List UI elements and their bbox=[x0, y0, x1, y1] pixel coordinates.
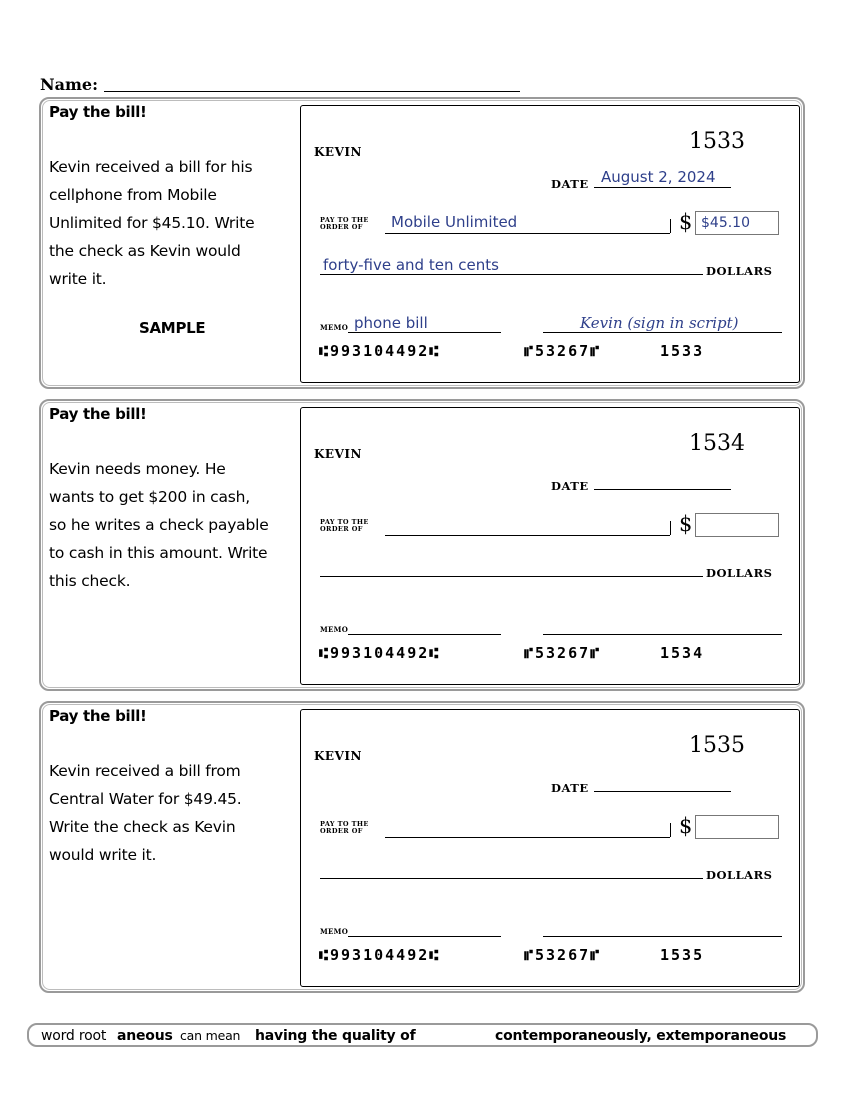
micr-account: ⑈53267⑈ bbox=[524, 644, 602, 662]
memo-field[interactable] bbox=[348, 332, 501, 333]
check bbox=[300, 105, 800, 383]
micr-routing: ⑆993104492⑆ bbox=[319, 946, 441, 964]
payto-label-line1: PAY TO THE bbox=[320, 518, 369, 526]
amount-value: $45.10 bbox=[701, 215, 750, 231]
date-field[interactable] bbox=[594, 791, 731, 792]
amount-words-field[interactable] bbox=[320, 576, 703, 577]
payto-label bbox=[320, 519, 369, 533]
task-text: Kevin needs money. He wants to get $200 in cash, so he writes a check payable to cash in this amount. Write this check. bbox=[49, 460, 269, 590]
task-title: Pay the bill! bbox=[49, 405, 147, 423]
dollars-label: DOLLARS bbox=[706, 264, 773, 278]
word-root-footer bbox=[27, 1023, 818, 1047]
signature-field[interactable] bbox=[543, 332, 782, 333]
dollar-sign: $ bbox=[679, 512, 693, 536]
dollars-label: DOLLARS bbox=[706, 868, 773, 882]
memo-field[interactable] bbox=[348, 936, 501, 937]
payee-field[interactable] bbox=[385, 233, 670, 234]
check-number: 1534 bbox=[689, 431, 745, 456]
task-text: Kevin received a bill from Central Water for $49.45. Write the check as Kevin would write it. bbox=[49, 762, 242, 864]
micr-check-number: 1533 bbox=[660, 342, 705, 360]
payee-field[interactable] bbox=[385, 535, 670, 536]
memo-label: MEMO bbox=[320, 323, 349, 332]
footer-meaning: having the quality of bbox=[255, 1028, 416, 1044]
micr-account: ⑈53267⑈ bbox=[524, 946, 602, 964]
amount-field[interactable] bbox=[695, 513, 779, 537]
check bbox=[300, 407, 800, 685]
task-panel-1 bbox=[39, 97, 805, 389]
check-number: 1533 bbox=[689, 129, 745, 154]
date-label: DATE bbox=[551, 479, 589, 493]
memo-label: MEMO bbox=[320, 625, 349, 634]
micr-routing: ⑆993104492⑆ bbox=[319, 644, 441, 662]
check bbox=[300, 709, 800, 987]
date-field[interactable] bbox=[594, 187, 731, 188]
payto-label-line1: PAY TO THE bbox=[320, 216, 369, 224]
micr-check-number: 1535 bbox=[660, 946, 705, 964]
check-owner: KEVIN bbox=[314, 447, 362, 461]
amount-words-field[interactable] bbox=[320, 878, 703, 879]
sample-label: SAMPLE bbox=[139, 319, 206, 337]
payee-field[interactable] bbox=[385, 837, 670, 838]
date-label: DATE bbox=[551, 177, 589, 191]
signature-value: Kevin (sign in script) bbox=[580, 314, 739, 332]
payto-label-line2: ORDER OF bbox=[320, 223, 363, 231]
name-label: Name: bbox=[40, 75, 99, 94]
micr-account: ⑈53267⑈ bbox=[524, 342, 602, 360]
task-title: Pay the bill! bbox=[49, 103, 147, 121]
dollar-sign: $ bbox=[679, 210, 693, 234]
amount-words-value: forty-five and ten cents bbox=[323, 256, 499, 274]
task-text: Kevin received a bill for his cellphone from Mobile Unlimited for $45.10. Write the check as Kevin would write it. bbox=[49, 158, 255, 288]
date-value: August 2, 2024 bbox=[601, 168, 716, 186]
amount-field[interactable] bbox=[695, 815, 779, 839]
date-field[interactable] bbox=[594, 489, 731, 490]
signature-field[interactable] bbox=[543, 634, 782, 635]
task-title: Pay the bill! bbox=[49, 707, 147, 725]
task-panel-3 bbox=[39, 701, 805, 993]
memo-value: phone bill bbox=[354, 314, 428, 332]
payto-label-line1: PAY TO THE bbox=[320, 820, 369, 828]
payee-value: Mobile Unlimited bbox=[391, 213, 518, 231]
name-row bbox=[40, 75, 520, 95]
footer-mid: can mean bbox=[180, 1028, 241, 1043]
dollars-label: DOLLARS bbox=[706, 566, 773, 580]
payto-label bbox=[320, 821, 369, 835]
memo-field[interactable] bbox=[348, 634, 501, 635]
memo-label: MEMO bbox=[320, 927, 349, 936]
footer-examples: contemporaneously, extemporaneous bbox=[495, 1028, 787, 1044]
footer-root: aneous bbox=[117, 1028, 173, 1044]
signature-field[interactable] bbox=[543, 936, 782, 937]
task-panel-2 bbox=[39, 399, 805, 691]
micr-routing: ⑆993104492⑆ bbox=[319, 342, 441, 360]
check-owner: KEVIN bbox=[314, 749, 362, 763]
payto-label-line2: ORDER OF bbox=[320, 827, 363, 835]
date-label: DATE bbox=[551, 781, 589, 795]
payto-label-line2: ORDER OF bbox=[320, 525, 363, 533]
check-number: 1535 bbox=[689, 733, 745, 758]
footer-prefix: word root bbox=[41, 1028, 107, 1044]
check-owner: KEVIN bbox=[314, 145, 362, 159]
payto-label bbox=[320, 217, 369, 231]
micr-check-number: 1534 bbox=[660, 644, 705, 662]
amount-words-field[interactable] bbox=[320, 274, 703, 275]
dollar-sign: $ bbox=[679, 814, 693, 838]
name-input-line[interactable] bbox=[104, 91, 520, 92]
